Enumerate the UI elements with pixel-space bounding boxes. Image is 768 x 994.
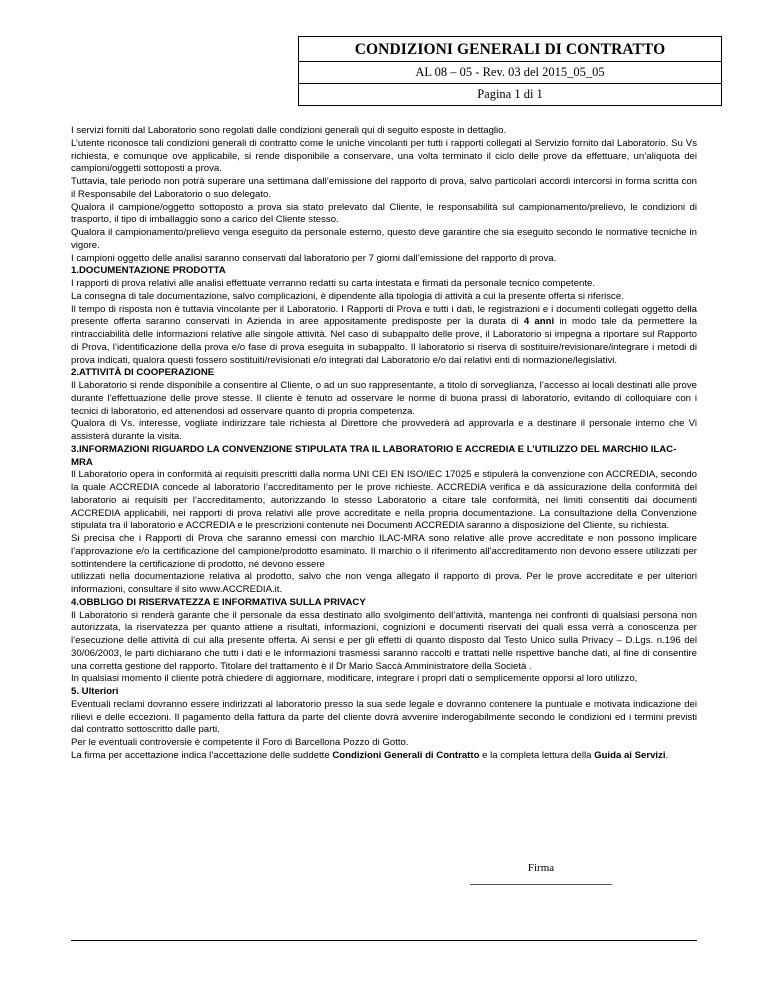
document-title: CONDIZIONI GENERALI DI CONTRATTO — [299, 37, 721, 62]
section-heading-2: 2.ATTIVITÀ DI COOPERAZIONE — [71, 367, 215, 379]
text-run: La firma per accettazione indica l’accettazione delle suddette — [71, 749, 333, 761]
paragraph: I servizi forniti dal Laboratorio sono regolati dalle condizioni generali qui di seguito esposte in dettaglio. — [71, 125, 507, 136]
paragraph: L’utente riconosce tali condizioni generali di contratto come le uniche vincolanti per tutti i rapporti collegati al Servizio fornito dal Laboratorio. Su Vs richiesta, e comunque ove applicabile, si rende disponibile a conservare, una volta terminato il ciclo delle prove da effettuare, un’aliquota dei campioni/oggetti sottoposti a prova. — [71, 137, 697, 175]
paragraph: utilizzati nella documentazione relativa al prodotto, salvo che non venga allegato il rapporto di prova. Per le prove accreditate e per ulteriori informazioni, consultare il sito www.ACCREDIA.it. — [71, 571, 697, 595]
paragraph: Per le eventuali controversie è competente il Foro di Barcellona Pozzo di Gotto. — [71, 737, 409, 748]
text-run: . — [665, 749, 669, 761]
paragraph: I rapporti di prova relativi alle analisi effettuate verranno redatti su carta intestata e firmati da personale tecnico competente. — [71, 278, 596, 289]
paragraph: Eventuali reclami dovranno essere indirizzati al laboratorio presso la sua sede legale e dovranno contenere la puntuale e motivata indicazione dei rilievi e delle eccezioni. Il pagamento della fattura da parte del cliente dovrà avvenire inderogabilmente secondo le condizioni ed i termini previsti dal contratto sottoscritto dalle parti. — [71, 698, 697, 736]
bold-text: Guida ai Servizi — [594, 749, 666, 761]
section-heading-4: 4.OBBLIGO DI RISERVATEZZA E INFORMATIVA SULLA PRIVACY — [71, 596, 366, 608]
section-heading-5: 5. Ulteriori — [71, 686, 119, 697]
text-run: Il tempo di risposta non è tuttavia vincolante per il Laboratorio. I Rapporti di Prova e tutti i dati, le registrazioni e i documenti collegati oggetto della presente offerta saranno conservati in Azienda in aree appositamente predisposte per la durata di — [71, 303, 697, 328]
paragraph: La consegna di tale documentazione, salvo complicazioni, è dipendente alla tipologia di attività a cui la presente offerta si riferisce. — [71, 290, 624, 302]
paragraph: Qualora il campione/oggetto sottoposto a prova sia stato prelevato dal Cliente, le responsabilità sul campionamento/prelievo, le condizioni di trasporto, il tipo di imballaggio sono a carico del Cliente stesso. — [71, 201, 697, 226]
paragraph: Qualora il campionamento/prelievo venga eseguito da personale esterno, questo deve garantire che sia eseguito secondo le normative tecniche in vigore. — [71, 227, 697, 251]
text-run: in modo tale da permettere la rintracciabilità delle informazioni relative alle singole attività. Nel caso di subappalto delle prove, il Laboratorio si impegna a riportare sul Rapporto di Prova, l’identificazione della prova e/o fase di prova eseguita in subappalto. Il laboratorio si riserva di sostituire/revisionare/integrare i metodi di prova indicati, qualora questi fossero sostituiti/revisionati e/o integrati dal Laboratorio e/o dai relativi enti di normazione/legislativi. — [71, 316, 697, 366]
bold-text: Condizioni Generali di Contratto — [332, 749, 480, 761]
paragraph: In qualsiasi momento il cliente potrà chiedere di aggiornare, modificare, integrare i propri dati o semplicemente opporsi al loro utilizzo, — [71, 673, 638, 685]
paragraph — [71, 304, 697, 368]
page-number: Pagina 1 di 1 — [477, 87, 543, 101]
retention-period: 4 anni — [523, 316, 555, 328]
signature-label: Firma — [527, 862, 555, 874]
paragraph: Si precisa che i Rapporti di Prova che saranno emessi con marchio ILAC-MRA sono relative alle prove accreditate e non possono implicare l’approvazione e/o la certificazione del campione/prodotto esaminato. Il marchio o il riferimento all’accreditamento non devono essere utilizzati per sottintendere la certificazione di prodotto, né devono essere — [71, 533, 697, 570]
paragraph: Tuttavia, tale periodo non potrà superare una settimana dall’emissione del rapporto di prova, salvo particolari accordi intercorsi in forma scritta con il Responsabile del Laboratorio o suo delegato. — [71, 176, 697, 200]
section-heading-1: 1.DOCUMENTAZIONE PRODOTTA — [71, 265, 226, 277]
signature-line — [470, 884, 612, 885]
section-heading-3: 3.INFORMAZIONI RIGUARDO LA CONVENZIONE STIPULATA TRA IL LABORATORIO E ACCREDIA E L’UTILIZZO DEL MARCHIO ILAC-MRA — [71, 443, 677, 468]
document-body — [71, 125, 697, 763]
document-header — [298, 36, 722, 106]
paragraph: I campioni oggetto delle analisi saranno conservati dal laboratorio per 7 giorni dall’emissione del rapporto di prova. — [71, 252, 557, 264]
paragraph: Il Laboratorio opera in conformità ai requisiti prescritti dalla norma UNI CEI EN ISO/IEC 17025 e stipulerà la convenzione con ACCREDIA, secondo la quale ACCREDIA concede al laboratorio l’accreditamento per le prove richieste. ACCREDIA verifica e dà assicurazione della conformità del laboratorio ai requisiti per l’accreditamento, autorizzando lo stesso Laboratorio a citare tale conformità, nei limiti consentiti dai documenti ACCREDIA applicabili, nei rapporti di prova relativi alle prove accreditate e nella propria documentazione. La consultazione della Convenzione stipulata tra il laboratorio e ACCREDIA e le prescrizioni contenute nei Documenti ACCREDIA saranno a disposizione del Cliente, su richiesta. — [71, 469, 697, 532]
paragraph: Qualora di Vs. interesse, vogliate indirizzare tale richiesta al Direttore che provvederà ad approvarla e a destinare il personale interno che Vi assisterà durante la visita. — [71, 418, 697, 442]
paragraph: Il Laboratorio si renderà garante che il personale da essa destinato allo svolgimento dell’attività, mantenga nei confronti di qualsiasi persona non autorizzata, la riservatezza per quanto attiene a risultati, informazioni, cognizioni e documenti riservati dei quali essa verrà a conoscenza per l’esecuzione delle attività di cui alla presente offerta. Ai sensi e per gli effetti di quanto disposto dal Testo Unico sulla Privacy – D.Lgs. n.196 del 30/06/2003, le parti dichiarano che tutti i dati e le informazioni trasmessi saranno raccolti e trattati nelle rispettive banche dati, al fine di consentire una corretta gestione del rapporto. Titolare del trattamento è il Dr Mario Saccà Amministratore della Società . — [71, 609, 697, 672]
paragraph — [71, 750, 697, 763]
footer-divider — [71, 940, 697, 941]
document-reference: AL 08 – 05 - Rev. 03 del 2015_05_05 — [299, 62, 721, 84]
text-run: e la completa lettura della — [479, 749, 595, 761]
paragraph: Il Laboratorio si rende disponibile a consentire al Cliente, o ad un suo rappresentante, a titolo di sorveglianza, l’accesso ai locali destinati alle prove durante l’effettuazione delle prove stesse. Il cliente è tenuto ad osservare le norme di buona prassi di laboratorio, evitando di colloquiare con i tecnici di laboratorio, ed attenendosi ad osservare quanto di propria competenza. — [71, 380, 697, 417]
